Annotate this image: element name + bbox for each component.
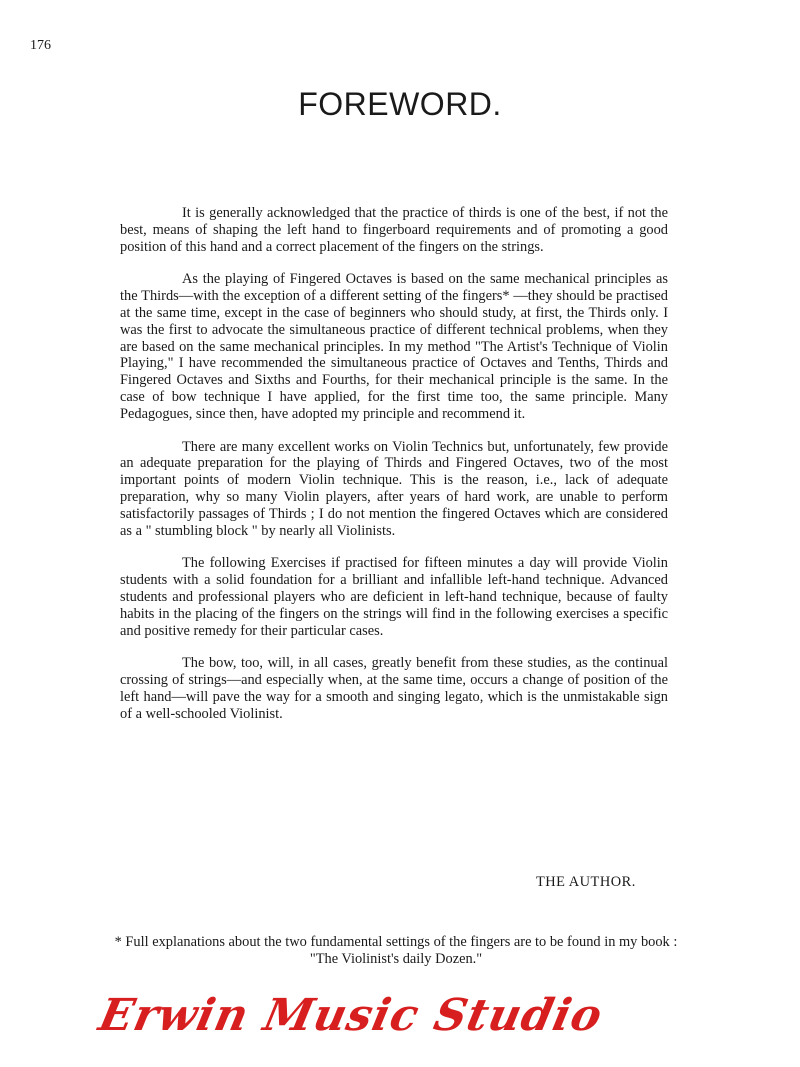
paragraph: The bow, too, will, in all cases, greatly benefit from these studies, as the continual crossing of strings—and especially when, at the same time, occurs a change of position of the left hand—will pave the way for a smooth and singing legato, which is the unmistakable sign of a well-schooled Violinist. — [120, 655, 668, 722]
paragraph: It is generally acknowledged that the practice of thirds is one of the best, if not the best, means of shaping the left hand to fingerboard requirements and of promoting a good position of this hand and a correct placement of the fingers on the strings. — [120, 205, 668, 255]
paragraph: The following Exercises if practised for fifteen minutes a day will provide Violin students with a solid foundation for a brilliant and infallible left-hand technique. Advanced students and professional players who are deficient in left-hand technique, because of faulty habits in the placing of the fingers on the strings will find in the following exercises a specific and positive remedy for their particular cases. — [120, 555, 668, 639]
page-number: 176 — [30, 38, 51, 53]
studio-watermark: Erwin Music Studio — [94, 990, 608, 1041]
author-signature: THE AUTHOR. — [536, 874, 636, 890]
footnote: * Full explanations about the two fundamental settings of the fingers are to be found in my book : "The Violinist's daily Dozen." — [114, 934, 678, 967]
paragraph: There are many excellent works on Violin Technics but, unfortunately, few provide an adequate preparation for the playing of Thirds and Fingered Octaves, two of the most important points of modern Violin technique. This is the reason, i.e., lack of adequate preparation, why so many Violin players, after years of hard work, are unable to perform satisfactorily passages of Thirds ; I do not mention the fingered Octaves which are considered as a " stumbling block " by nearly all Violinists. — [120, 438, 668, 539]
foreword-body — [120, 205, 668, 739]
paragraph: As the playing of Fingered Octaves is based on the same mechanical principles as the Thirds—with the exception of a different setting of the fingers* —they should be practised at the same time, except in the case of beginners who should study, at first, the Thirds only. I was the first to advocate the simultaneous practice of different technical problems, when they are based on the same mechanical principles. In my method "The Artist's Technique of Violin Playing," I have recommended the simultaneous practice of Octaves and Tenths, Thirds and Fingered Octaves and Sixths and Fourths, for their mechanical principle is the same. In the case of bow technique I have applied, for the first time too, the same principle. Many Pedagogues, since then, have adopted my principle and recommend it. — [120, 271, 668, 422]
page-title: FOREWORD. — [298, 86, 502, 122]
